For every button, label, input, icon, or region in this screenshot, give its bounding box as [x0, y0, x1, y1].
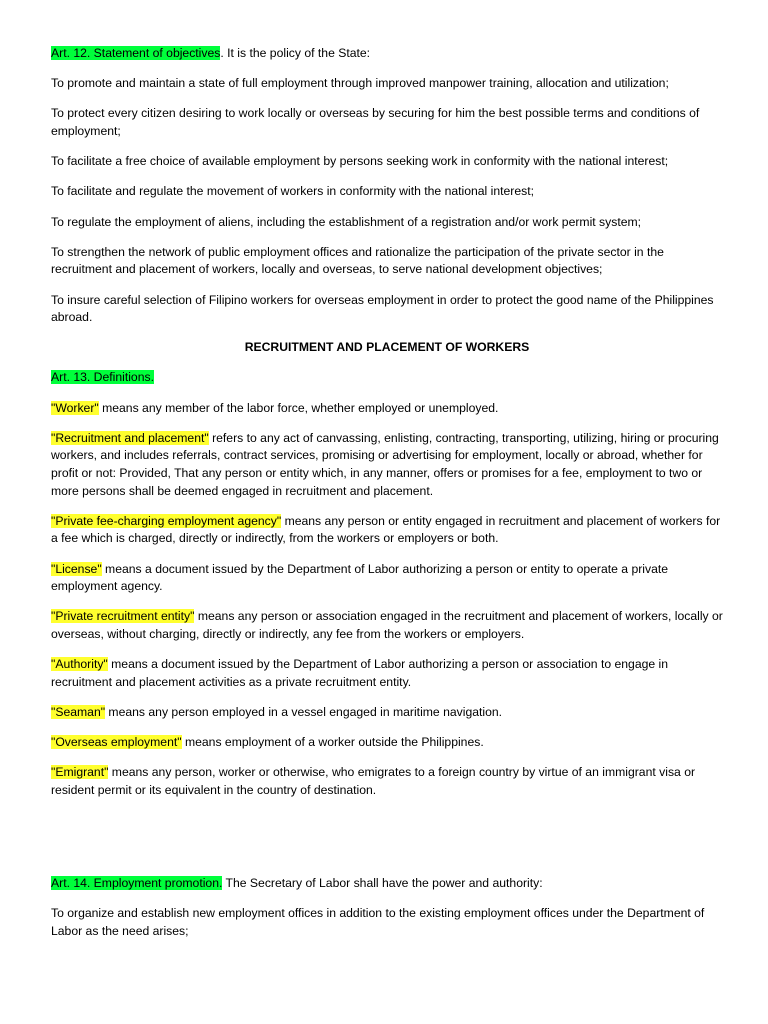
definition-text: means any person, worker or otherwise, who emigrates to a foreign country by virtue of an immigrant visa or resident permit or its equivalent in the country of destination.	[51, 765, 696, 797]
definition-term: "Private recruitment entity"	[51, 609, 195, 624]
art14-heading: Art. 14. Employment promotion.	[51, 876, 223, 891]
chapter-title: RECRUITMENT AND PLACEMENT OF WORKERS	[244, 340, 530, 355]
objective-paragraph: To insure careful selection of Filipino workers for overseas employment in order to protect the good name of the Philippines abroad.	[51, 292, 714, 325]
definition-text: refers to any act of canvassing, enlisting, contracting, transporting, utilizing, hiring or procuring workers, and includes referrals, contract services, promising or advertising for employment, locally or abroad, whether for profit or not: Provided, That any person or entity which, in any manner, offers or promises for a fee, employment to two or more persons shall be deemed engaged in recruitment and placement.	[51, 430, 719, 498]
objective-paragraph: To regulate the employment of aliens, including the establishment of a registration and/or work permit system;	[51, 214, 642, 229]
document-page	[51, 45, 723, 953]
definition-paragraph	[51, 764, 723, 799]
definition-text: means any person or entity engaged in recruitment and placement of workers for a fee which is charged, directly or indirectly, from the workers or employers or both.	[51, 513, 721, 546]
art13-heading: Art. 13. Definitions.	[51, 370, 154, 385]
art12-intro	[51, 45, 723, 63]
definition-paragraph	[51, 561, 723, 596]
definition-paragraph	[51, 430, 723, 500]
definition-text: means a document issued by the Department of Labor authorizing a person or entity to operate a private employment agency.	[51, 561, 669, 594]
definition-text: means any person employed in a vessel engaged in maritime navigation.	[105, 704, 503, 719]
definition-paragraph	[51, 734, 723, 752]
definition-paragraph	[51, 400, 723, 418]
objective-paragraph: To protect every citizen desiring to work locally or overseas by securing for him the best possible terms and conditions of employment;	[51, 106, 700, 138]
objective-paragraph: To promote and maintain a state of full employment through improved manpower training, allocation and utilization;	[51, 76, 669, 91]
definition-term: "Authority"	[51, 657, 108, 672]
definition-term: "License"	[51, 561, 102, 576]
definition-text: means a document issued by the Department of Labor authorizing a person or association to engage in recruitment and placement activities as a private recruitment entity.	[51, 657, 669, 689]
objective-paragraph: To facilitate a free choice of available employment by persons seeking work in conformity with the national interest;	[51, 154, 669, 169]
definition-paragraph	[51, 656, 723, 691]
definition-paragraph	[51, 608, 723, 643]
art12-lead: . It is the policy of the State:	[220, 46, 371, 60]
definition-paragraph	[51, 704, 723, 722]
power-paragraph: To organize and establish new employment offices in addition to the existing employment offices under the Department of Labor as the need arises;	[51, 906, 705, 938]
art12-heading: Art. 12. Statement of objectives	[51, 46, 221, 60]
objective-paragraph: To strengthen the network of public employment offices and rationalize the participation of the private sector in the recruitment and placement of workers, locally and overseas, to serve national development objectives;	[51, 244, 664, 277]
art14-lead: The Secretary of Labor shall have the power and authority:	[222, 876, 543, 891]
definition-term: "Emigrant"	[51, 765, 109, 780]
definition-text: means employment of a worker outside the Philippines.	[181, 735, 484, 750]
art14-intro	[51, 875, 723, 893]
art13-intro	[51, 369, 723, 387]
definition-term: "Overseas employment"	[51, 735, 182, 750]
definition-paragraph	[51, 513, 723, 548]
definition-term: "Private fee-charging employment agency"	[51, 513, 282, 528]
definition-term: "Seaman"	[51, 704, 106, 719]
definition-text: means any member of the labor force, whether employed or unemployed.	[98, 400, 499, 415]
definition-text: means any person or association engaged in the recruitment and placement of workers, locally or overseas, without charging, directly or indirectly, any fee from the workers or employers.	[51, 609, 723, 641]
blank-space	[51, 812, 723, 875]
definition-term: "Recruitment and placement"	[51, 430, 209, 445]
definition-term: "Worker"	[51, 400, 99, 415]
objective-paragraph: To facilitate and regulate the movement of workers in conformity with the national interest;	[51, 184, 534, 199]
